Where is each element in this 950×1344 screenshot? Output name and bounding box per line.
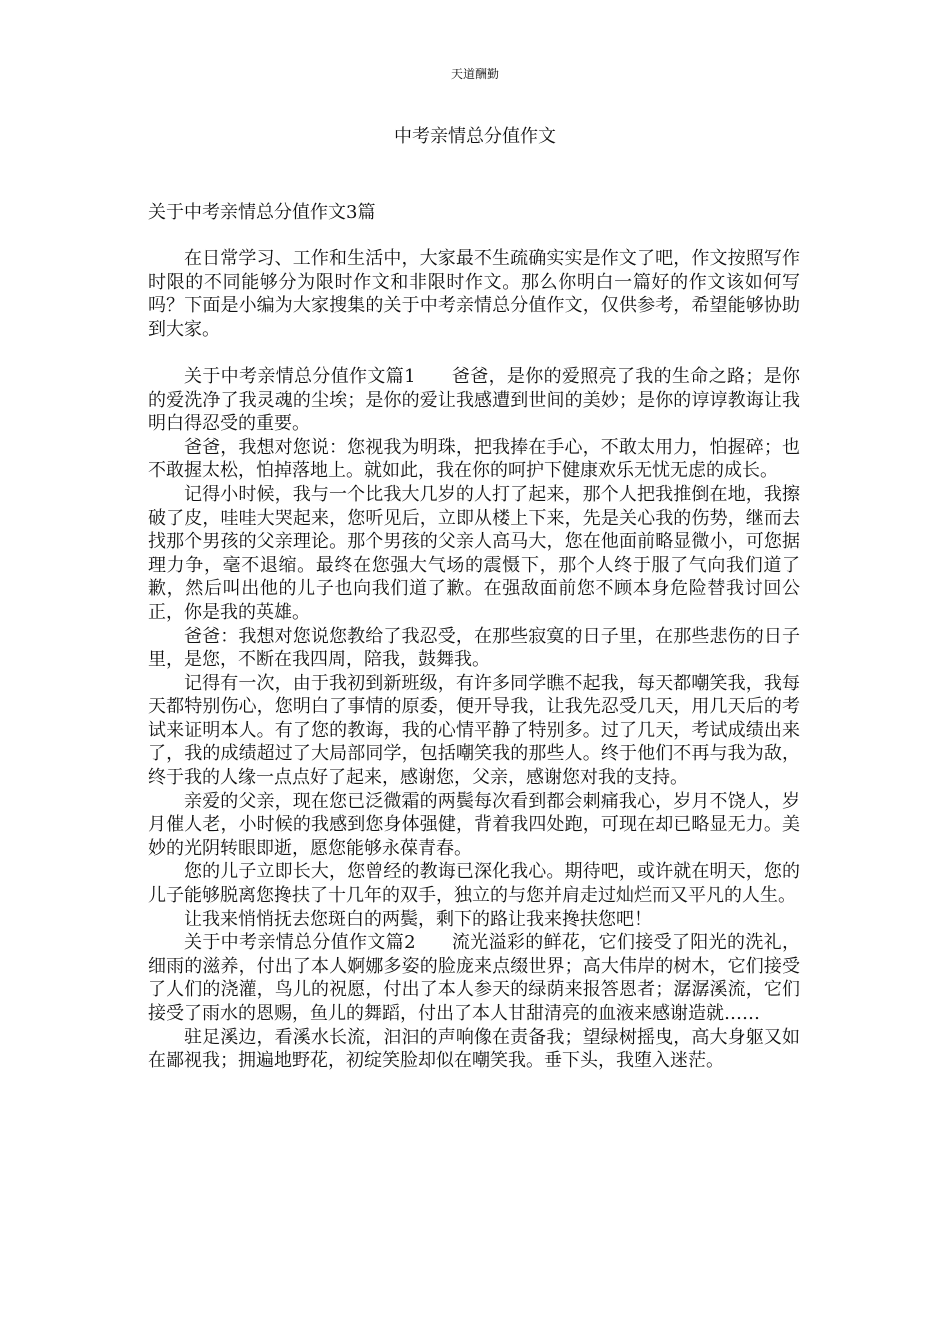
essay-1-paragraph: 亲爱的父亲，现在您已泛微霜的两鬓每次看到都会刺痛我心，岁月不饶人，岁月催人老，小时候的我感到您身体强健，背着我四处跑，可现在却已略显无力。美妙的光阴转眼即逝，愿您能够永葆青春。 bbox=[148, 790, 800, 859]
essay-1-opening-text: 爸爸，是你的爱照亮了我的生命之路；是你的爱洗净了我灵魂的尘埃；是你的爱让我感遭到世间的美妙；是你的谆谆教诲让我明白得忍受的重要。 bbox=[148, 365, 801, 435]
essay-1-first-paragraph bbox=[148, 365, 800, 436]
essay-1-paragraph: 记得小时候，我与一个比我大几岁的人打了起来，那个人把我推倒在地，我擦破了皮，哇哇大哭起来，您听见后，立即从楼上下来，先是关心我的伤势，继而去找那个男孩的父亲理论。那个男孩的父亲人高马大，您在他面前略显微小，可您据理力争，毫不退缩。最终在您强大气场的震慑下，那个人终于服了气向我们道了歉，然后叫出他的儿子也向我们道了歉。在强敌面前您不顾本身危险替我讨回公正，你是我的英雄。 bbox=[148, 483, 800, 623]
page-header: 天道酬勤 bbox=[450, 67, 499, 81]
essay-2-heading: 关于中考亲情总分值作文篇2 bbox=[184, 932, 416, 954]
essay-1-paragraph: 爸爸：我想对您说您教给了我忍受，在那些寂寞的日子里，在那些悲伤的日子里，是您，不断在我四周，陪我，鼓舞我。 bbox=[148, 625, 800, 671]
essay-2-paragraph: 驻足溪边，看溪水长流，汩汩的声响像在责备我；望绿树摇曳，高大身躯又如在鄙视我；拥遍地野花，初绽笑脸却似在嘲笑我。垂下头，我堕入迷茫。 bbox=[148, 1026, 800, 1072]
document-body bbox=[148, 247, 800, 1073]
essay-1-paragraph: 记得有一次，由于我初到新班级，有许多同学瞧不起我，每天都嘲笑我，我每天都特别伤心，您明白了事情的原委，便开导我，让我先忍受几天，用几天后的考试来证明本人。有了您的教诲，我的心情平静了特别多。过了几天，考试成绩出来了，我的成绩超过了大局部同学，包括嘲笑我的那些人。终于他们不再与我为敌，终于我的人缘一点点好了起来，感谢您，父亲，感谢您对我的支持。 bbox=[148, 672, 800, 789]
essay-1-paragraph: 您的儿子立即长大，您曾经的教诲已深化我心。期待吧，或许就在明天，您的儿子能够脱离您搀扶了十几年的双手，独立的与您并肩走过灿烂而又平凡的人生。 bbox=[148, 861, 800, 907]
document-subtitle: 关于中考亲情总分值作文3篇 bbox=[148, 202, 376, 223]
essay-2-opening-text: 流光溢彩的鲜花，它们接受了阳光的洗礼，细雨的滋养，付出了本人婀娜多姿的脸庞来点缀世界；高大伟岸的树木，它们接受了人们的浇灌，鸟儿的祝愿，付出了本人参天的绿荫来报答恩者；潺潺溪流，它们接受了雨水的恩赐，鱼儿的舞蹈，付出了本人甘甜清亮的血液来感谢造就…… bbox=[148, 932, 801, 1024]
document-title: 中考亲情总分值作文 bbox=[394, 126, 556, 147]
essay-1-heading: 关于中考亲情总分值作文篇1 bbox=[184, 365, 416, 387]
essay-2-first-paragraph bbox=[148, 931, 800, 1025]
intro-paragraph: 在日常学习、工作和生活中，大家最不生疏确实实是作文了吧，作文按照写作时限的不同能够分为限时作文和非限时作文。那么你明白一篇好的作文该如何写吗？下面是小编为大家搜集的关于中考亲情总分值作文，仅供参考，希望能够协助到大家。 bbox=[148, 248, 800, 340]
essay-1-paragraph: 让我来悄悄抚去您斑白的两鬓，剩下的路让我来搀扶您吧！ bbox=[184, 908, 652, 930]
essay-1-paragraph: 爸爸，我想对您说：您视我为明珠，把我捧在手心，不敢太用力，怕握碎；也不敢握太松，怕掉落地上。就如此，我在你的呵护下健康欢乐无忧无虑的成长。 bbox=[148, 436, 800, 482]
